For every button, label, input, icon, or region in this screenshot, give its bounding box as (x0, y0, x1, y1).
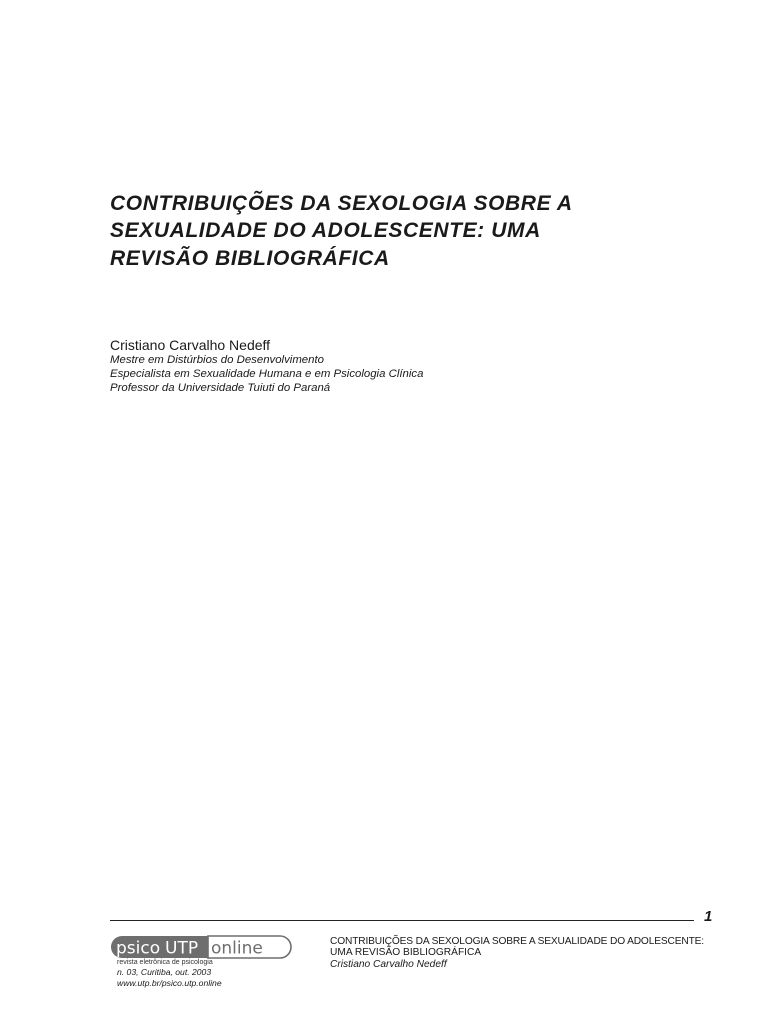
author-name: Cristiano Carvalho Nedeff (110, 337, 271, 353)
running-author: Cristiano Carvalho Nedeff (330, 959, 447, 970)
author-credential: Mestre em Distúrbios do Desenvolvimento (110, 354, 324, 366)
journal-url: www.utp.br/psico.utp.online (117, 978, 222, 988)
logo-text-psico: psico (116, 938, 161, 959)
logo-subtitle: revista eletrônica de psicologia (117, 959, 213, 966)
page-number: 1 (704, 908, 713, 925)
journal-logo (110, 935, 292, 959)
issue-info: n. 03, Curitiba, out. 2003 (117, 967, 212, 977)
running-title-line: CONTRIBUIÇÕES DA SEXOLOGIA SOBRE A SEXUALIDADE DO ADOLESCENTE: (330, 936, 704, 947)
logo-text-utp: UTP (165, 938, 199, 959)
article-title-line: CONTRIBUIÇÕES DA SEXOLOGIA SOBRE A (110, 192, 573, 215)
article-title-line: SEXUALIDADE DO ADOLESCENTE: UMA (110, 219, 541, 242)
article-title-line: REVISÃO BIBLIOGRÁFICA (110, 247, 390, 270)
running-title-line: UMA REVISÃO BIBLIOGRÁFICA (330, 947, 482, 958)
footer-divider (110, 920, 694, 921)
author-credential: Professor da Universidade Tuiuti do Paraná (110, 382, 331, 394)
logo-text-online: online (211, 938, 263, 959)
author-credential: Especialista em Sexualidade Humana e em Psicologia Clínica (110, 368, 424, 380)
